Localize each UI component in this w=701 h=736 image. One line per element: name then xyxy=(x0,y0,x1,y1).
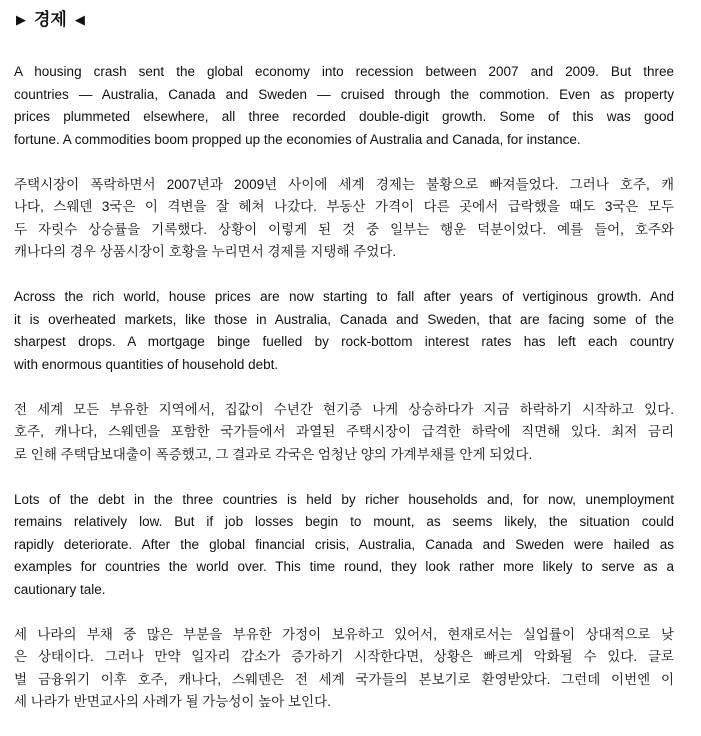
text-line: 전 세계 모든 부유한 지역에서, 집값이 수년간 현기증 나게 상승하다가 지금 하락하기 시작하고 있다. xyxy=(14,401,674,417)
text-line: Across the rich world, house prices are now starting to fall after years of vertiginous growth. And xyxy=(14,289,674,304)
text-line: 나다, 스웨덴 3국은 이 격변을 잘 헤쳐 나갔다. 부동산 가격이 다른 곳에서 급락했을 때도 3국은 모두 xyxy=(14,199,674,214)
text-line: remains relatively low. But if job losses begin to mount, as seems likely, the situation could xyxy=(14,514,674,529)
text-line: 주택시장이 폭락하면서 2007년과 2009년 사이에 세계 경제는 불황으로 빠져들었다. 그러나 호주, 캐 xyxy=(14,176,674,192)
right-triangle-icon: ▶ xyxy=(16,12,26,27)
article-body xyxy=(14,61,674,736)
text-line: countries — Australia, Canada and Sweden — cruised through the commotion. Even as property xyxy=(14,86,674,102)
text-line: examples for countries the world over. This time round, they look rather more likely to serve as a xyxy=(14,559,674,574)
text-line: 호주, 캐나다, 스웨덴을 포함한 국가들에서 과열된 주택시장이 급격한 하락에 직면해 있다. 최저 금리 xyxy=(14,424,674,439)
text-line: cautionary tale. xyxy=(14,581,106,597)
english-paragraph xyxy=(14,61,674,151)
korean-paragraph xyxy=(14,399,674,467)
text-line: sharpest drops. A mortgage binge fuelled by rock-bottom interest rates has left each country xyxy=(14,334,674,349)
korean-paragraph xyxy=(14,624,674,714)
text-line: with enormous quantities of household debt. xyxy=(14,356,279,372)
english-paragraph xyxy=(14,286,674,376)
text-line: prices plummeted elsewhere, all three recorded double-digit growth. Some of this was good xyxy=(14,109,674,124)
text-line: 로 인해 주택담보대출이 폭증했고, 그 결과로 각국은 엄청난 양의 가계부채를 안게 되었다. xyxy=(14,446,533,462)
text-line: 은 상태이다. 그러나 만약 일자리 감소가 증가하기 시작한다면, 상황은 빠르게 악화될 수 있다. 글로 xyxy=(14,649,674,664)
text-line: 세 나라가 반면교사의 사례가 될 가능성이 높아 보인다. xyxy=(14,694,331,709)
text-line: Lots of the debt in the three countries is held by richer households and, for now, unemployment xyxy=(14,491,674,507)
text-line: 캐나다의 경우 상품시장이 호황을 누리면서 경제를 지탱해 주었다. xyxy=(14,244,397,259)
korean-paragraph xyxy=(14,174,674,264)
text-line: 세 나라의 부채 중 많은 부분을 부유한 가정이 보유하고 있어서, 현재로서는 실업률이 상대적으로 낮 xyxy=(14,626,674,642)
text-line: it is overheated markets, like those in Australia, Canada and Sweden, that are facing some of the xyxy=(14,311,674,327)
english-paragraph xyxy=(14,489,674,602)
section-title-text: 경제 xyxy=(34,10,67,29)
section-title xyxy=(16,8,85,32)
text-line: 두 자릿수 상승률을 기록했다. 상황이 이렇게 된 것 중 일부는 행운 덕분이었다. 예를 들어, 호주와 xyxy=(14,221,674,237)
text-line: A housing crash sent the global economy into recession between 2007 and 2009. But three xyxy=(14,64,674,79)
text-line: rapidly deteriorate. After the global financial crisis, Australia, Canada and Sweden were hailed as xyxy=(14,536,674,552)
text-line: 벌 금융위기 이후 호주, 캐나다, 스웨덴은 전 세계 국가들의 본보기로 환영받았다. 그런데 이번엔 이 xyxy=(14,671,674,687)
text-line: fortune. A commodities boom propped up the economies of Australia and Canada, for instance. xyxy=(14,131,581,147)
left-triangle-icon: ◀ xyxy=(74,12,85,27)
